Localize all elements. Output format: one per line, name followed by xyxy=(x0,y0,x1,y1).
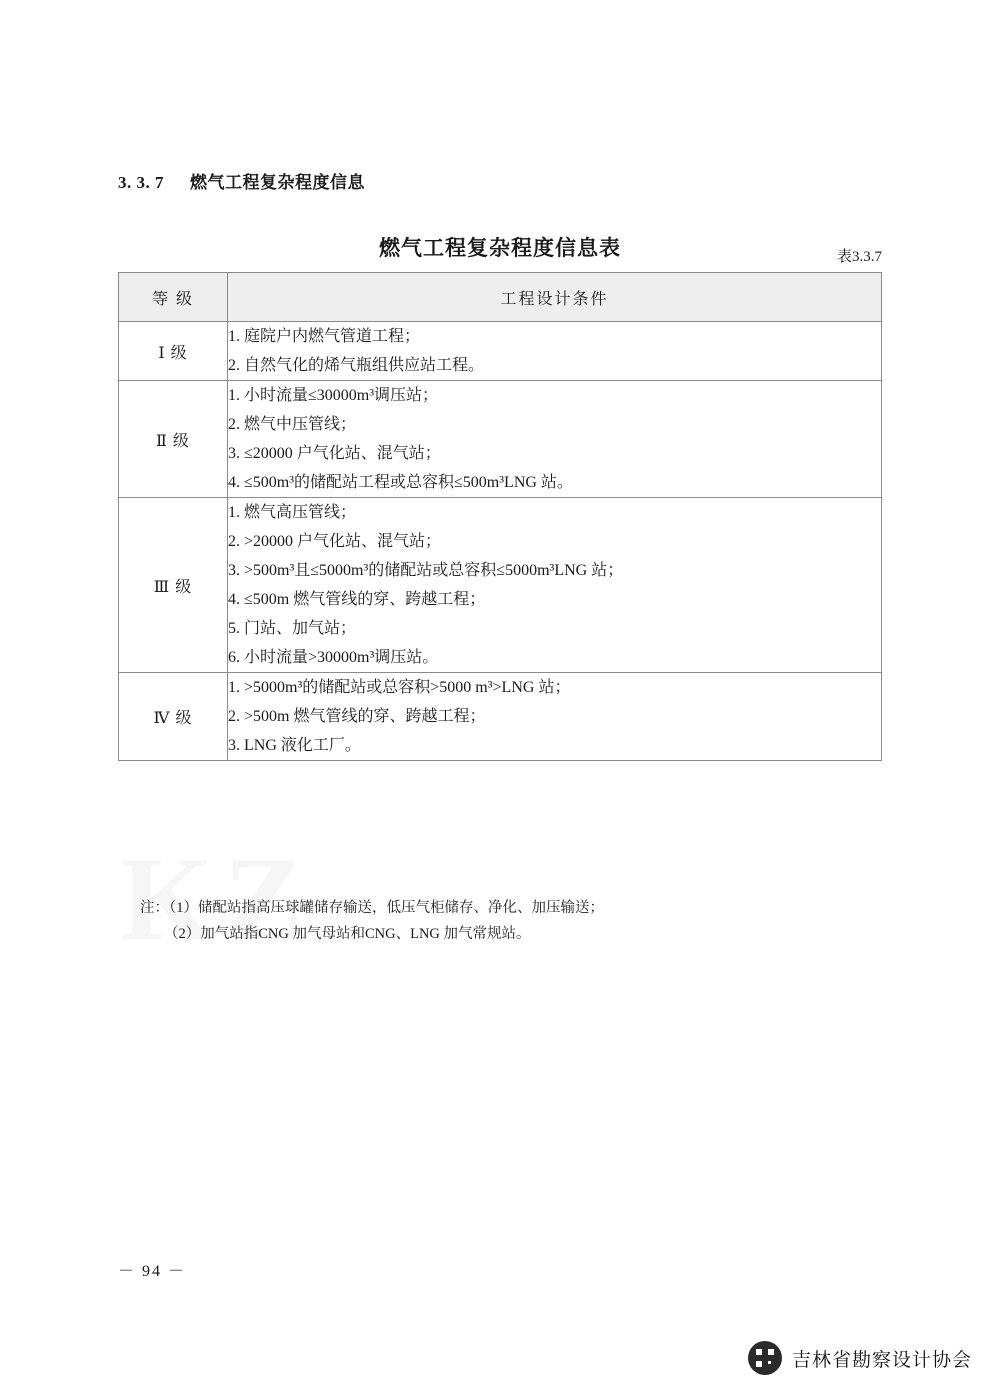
complexity-table xyxy=(118,272,882,761)
condition-line: 1. 燃气高压管线； xyxy=(228,504,357,521)
table-row xyxy=(119,673,882,761)
condition-line: 3. ≤20000 户气化站、混气站； xyxy=(228,445,441,462)
footer-brand xyxy=(748,1341,972,1375)
table-row xyxy=(119,498,882,673)
table-title: 燃气工程复杂程度信息表 xyxy=(379,236,621,260)
condition-line: 4. ≤500m³的储配站工程或总容积≤500m³LNG 站。 xyxy=(228,474,573,491)
conditions-cell xyxy=(228,498,882,673)
condition-line: 2. >500m 燃气管线的穿、跨越工程； xyxy=(228,708,486,725)
section-title: 燃气工程复杂程度信息 xyxy=(190,173,365,192)
condition-line: 5. 门站、加气站； xyxy=(228,620,357,637)
condition-line: 2. >20000 户气化站、混气站； xyxy=(228,533,442,550)
header-grade: 等 级 xyxy=(119,273,228,322)
condition-line: 2. 燃气中压管线； xyxy=(228,416,357,433)
page-number: － 94 － xyxy=(118,1263,187,1280)
note-line: 注：（1）储配站指高压球罐储存输送，低压气柜储存、净化、加压输送； xyxy=(140,900,604,916)
condition-line: 4. ≤500m 燃气管线的穿、跨越工程； xyxy=(228,591,486,608)
table-row xyxy=(119,322,882,381)
condition-line: 1. 庭院户内燃气管道工程； xyxy=(228,328,421,345)
table-notes xyxy=(140,895,900,947)
header-conditions: 工程设计条件 xyxy=(228,273,882,322)
section-number: 3. 3. 7 xyxy=(118,173,164,192)
conditions-cell xyxy=(228,381,882,498)
condition-line: 2. 自然气化的烯气瓶组供应站工程。 xyxy=(228,357,485,374)
note-line: （2）加气站指CNG 加气母站和CNG、LNG 加气常规站。 xyxy=(164,926,531,942)
table-number: 表3.3.7 xyxy=(836,249,882,265)
condition-line: 3. >500m³且≤5000m³的储配站或总容积≤5000m³LNG 站； xyxy=(228,562,624,579)
conditions-cell xyxy=(228,322,882,381)
condition-line: 1. >5000m³的储配站或总容积>5000 m³>LNG 站； xyxy=(228,679,571,696)
grade-cell: Ⅱ 级 xyxy=(119,381,228,498)
grade-cell: Ⅳ 级 xyxy=(119,673,228,761)
wechat-qr-icon xyxy=(748,1341,782,1375)
condition-line: 6. 小时流量>30000m³调压站。 xyxy=(228,649,439,666)
conditions-cell xyxy=(228,673,882,761)
condition-line: 1. 小时流量≤30000m³调压站； xyxy=(228,387,439,404)
section-heading xyxy=(118,168,365,193)
grade-cell: Ⅲ 级 xyxy=(119,498,228,673)
grade-cell: Ⅰ 级 xyxy=(119,322,228,381)
table-header-row xyxy=(119,273,882,322)
table-row xyxy=(119,381,882,498)
condition-line: 3. LNG 液化工厂。 xyxy=(228,737,361,754)
brand-name: 吉林省勘察设计协会 xyxy=(791,1349,972,1371)
